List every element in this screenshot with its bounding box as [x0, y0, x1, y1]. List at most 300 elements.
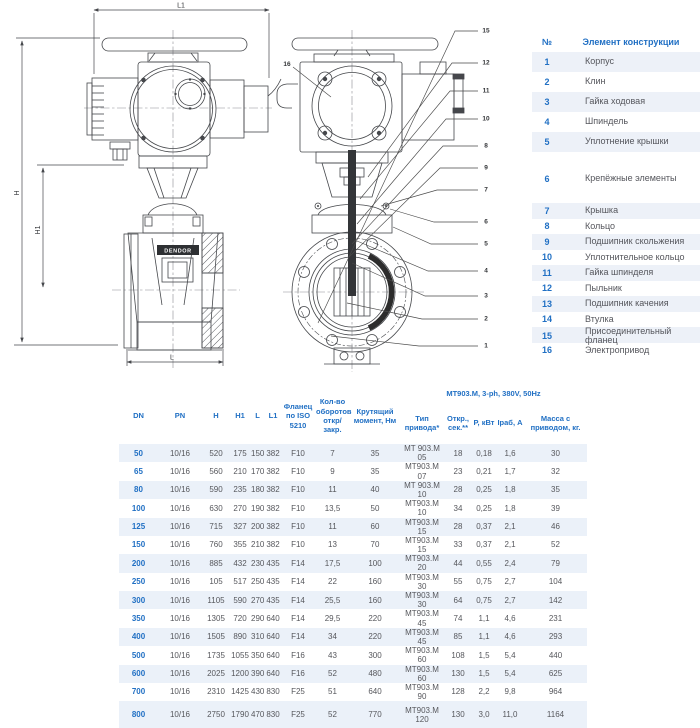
- legend-item-number: 4: [544, 117, 550, 127]
- spec-row-dn-200: [119, 554, 587, 572]
- spec-cell: 300: [368, 650, 382, 660]
- drive-group-header: MT903.M, 3-ph, 380V, 50Hz: [446, 389, 541, 398]
- spec-cell: F10: [281, 481, 315, 499]
- cable-gland: [110, 142, 130, 149]
- spec-cell: 10/16: [169, 613, 191, 623]
- spec-cell: 130: [444, 701, 472, 728]
- spec-cell: 1164: [524, 701, 587, 728]
- spec-cell: 3,0: [472, 701, 496, 728]
- spec-cell: 715: [202, 518, 230, 536]
- spec-cell: F10: [291, 540, 305, 550]
- col-header-l1: L1: [268, 411, 278, 421]
- spec-row-dn-150: [119, 536, 587, 554]
- spec-cell: 55: [453, 577, 463, 587]
- col-header-pn: PN: [174, 411, 186, 421]
- spec-row-dn-100: [119, 499, 587, 517]
- spec-cell: 1,1: [472, 628, 496, 646]
- spec-cell: F14: [291, 613, 305, 623]
- spec-cell: 34: [315, 628, 350, 646]
- spec-cell: 10/16: [158, 554, 202, 572]
- spec-cell: 4,6: [504, 613, 516, 623]
- spec-cell: 51: [328, 687, 337, 697]
- legend-item-number: 14: [541, 314, 552, 325]
- spec-cell: 640: [265, 665, 281, 683]
- legend-item-label: Корпус: [585, 56, 615, 67]
- spec-cell: 830: [265, 701, 281, 728]
- spec-cell: 250: [251, 577, 265, 587]
- legend-row-1: [532, 52, 700, 72]
- spec-cell: 640: [368, 687, 382, 697]
- spec-cell: 29,5: [324, 613, 341, 623]
- spec-cell: F25: [291, 687, 305, 697]
- handwheel-side: [292, 38, 438, 50]
- spec-cell: 382: [265, 444, 281, 462]
- spec-cell: 65: [134, 466, 143, 476]
- spec-cell: 104: [548, 577, 563, 587]
- spec-cell: 1200: [230, 665, 250, 683]
- callout-15: 15: [482, 27, 490, 35]
- spec-cell: 382: [265, 481, 281, 499]
- legend-item-label: Пыльник: [585, 282, 622, 293]
- spec-cell: 720: [233, 613, 247, 623]
- callout-1: 1: [484, 342, 488, 350]
- spec-cell: 382: [266, 503, 280, 513]
- legend-row-4: [532, 112, 700, 132]
- indicator-window: [175, 79, 205, 109]
- section-view: [277, 38, 464, 364]
- spec-cell: 0,21: [476, 466, 492, 476]
- centerlines: [84, 30, 424, 372]
- actuator-box: [300, 62, 402, 152]
- spec-cell: 39: [551, 503, 560, 513]
- dim-label-h: H: [14, 190, 21, 196]
- spec-cell: 1,5: [472, 665, 496, 683]
- spec-cell: 18: [444, 444, 472, 462]
- spec-cell: 2750: [202, 701, 230, 728]
- spec-cell: 1735: [207, 650, 225, 660]
- spec-cell: 390: [250, 665, 265, 683]
- spec-cell: 760: [209, 540, 223, 550]
- spec-cell: 70: [370, 540, 380, 550]
- spec-cell: 10/16: [169, 577, 191, 587]
- legend-item-number: 11: [542, 267, 552, 278]
- spec-cell: 10/16: [158, 665, 202, 683]
- spec-row-dn-125: [119, 518, 587, 536]
- spec-cell: 28: [444, 518, 472, 536]
- legend-row-6: [532, 169, 700, 189]
- spec-cell: 220: [368, 613, 382, 623]
- spec-cell: 270: [233, 503, 247, 513]
- spec-cell: MT903.M 120: [400, 701, 444, 728]
- spec-cell: 432: [230, 554, 250, 572]
- spec-cell: 170: [251, 466, 265, 476]
- spec-cell: 44: [444, 554, 472, 572]
- spec-cell: 2,2: [478, 687, 490, 697]
- legend-item-number: 10: [541, 252, 552, 263]
- spec-cell: 64: [444, 591, 472, 609]
- legend-item-label: Кольцо: [585, 220, 616, 231]
- callout-10: 10: [482, 115, 490, 123]
- spec-table: [119, 388, 587, 728]
- spec-cell: F16: [281, 665, 315, 683]
- spec-cell: 10/16: [169, 466, 191, 476]
- spec-cell: 11,0: [496, 701, 524, 728]
- legend-item-label: Уплотнительное кольцо: [585, 251, 685, 262]
- col-header-mass: Масса с приводом, кг.: [530, 413, 581, 432]
- spec-cell: 10/16: [169, 687, 191, 697]
- spec-cell: 2025: [202, 665, 230, 683]
- spec-cell: F10: [281, 518, 315, 536]
- spec-cell: 125: [119, 518, 158, 536]
- spec-cell: 250: [131, 577, 146, 587]
- callout-7: 7: [484, 186, 488, 194]
- spec-cell: 640: [266, 613, 280, 623]
- spec-cell: 0,75: [476, 577, 492, 587]
- spec-cell: 9: [330, 466, 335, 476]
- legend-item-label: Гайка ходовая: [585, 96, 646, 107]
- legend-item-label: Гайка шпинделя: [585, 267, 654, 278]
- legend-row-12: [532, 281, 700, 297]
- legend-item-number: 15: [541, 331, 552, 342]
- spec-cell: 50: [370, 503, 380, 513]
- legend-row-10: [532, 250, 700, 266]
- legend-row-7: [532, 203, 700, 219]
- spec-cell: 590: [230, 591, 250, 609]
- callout-12: 12: [482, 59, 490, 67]
- legend-item-label: Крышка: [585, 205, 619, 216]
- col-header-open-time: Откр., сек.**: [446, 413, 469, 432]
- spec-cell: 500: [131, 650, 146, 660]
- spec-cell: 46: [524, 518, 587, 536]
- spec-cell: 1,8: [504, 503, 516, 513]
- spec-cell: 0,75: [472, 591, 496, 609]
- spec-cell: 10/16: [158, 628, 202, 646]
- callout-2: 2: [484, 315, 488, 323]
- col-header-h: H: [213, 411, 219, 421]
- spec-cell: 33: [453, 540, 463, 550]
- spec-cell: 1,7: [504, 466, 516, 476]
- spec-cell: 1305: [207, 613, 225, 623]
- legend-item-number: 2: [544, 77, 550, 87]
- parts-legend: [532, 32, 700, 358]
- spec-cell: 1,8: [496, 481, 524, 499]
- col-header-power: P, кВт: [473, 418, 495, 428]
- spec-cell: 1425: [231, 687, 249, 697]
- spec-cell: 10/16: [169, 650, 191, 660]
- spec-cell: 400: [119, 628, 158, 646]
- spec-row-dn-50: [119, 444, 587, 462]
- spec-cell: 160: [350, 591, 400, 609]
- spec-cell: 108: [451, 650, 465, 660]
- spec-cell: F10: [281, 444, 315, 462]
- spec-cell: 290: [251, 613, 265, 623]
- spec-cell: 175: [230, 444, 250, 462]
- spec-cell: 625: [524, 665, 587, 683]
- spec-row-dn-65: [119, 462, 587, 480]
- spec-cell: 10/16: [158, 591, 202, 609]
- spec-row-dn-800: [119, 701, 587, 728]
- spec-cell: 60: [350, 518, 400, 536]
- spec-cell: 50: [119, 444, 158, 462]
- spec-row-dn-250: [119, 573, 587, 591]
- spec-cell: 270: [250, 591, 265, 609]
- legend-item-label: Клин: [585, 76, 606, 87]
- spec-cell: 235: [230, 481, 250, 499]
- spec-cell: 350: [251, 650, 265, 660]
- spec-row-dn-700: [119, 683, 587, 701]
- dim-label-l: L: [170, 354, 174, 362]
- spec-row-dn-300: [119, 591, 587, 609]
- legend-item-label: Электропривод: [585, 344, 650, 355]
- spec-cell: 350: [131, 613, 146, 623]
- spec-cell: 1,1: [478, 613, 490, 623]
- spec-cell: 231: [548, 613, 563, 623]
- legend-row-11: [532, 265, 700, 281]
- dim-label-h1: H1: [35, 225, 42, 235]
- spec-cell: 0,37: [472, 518, 496, 536]
- spec-cell: 34: [453, 503, 463, 513]
- spec-cell: 964: [548, 687, 563, 697]
- spec-cell: 17,5: [315, 554, 350, 572]
- spec-cell: MT903.M 10: [405, 499, 439, 518]
- spec-cell: 1,5: [478, 650, 490, 660]
- spec-cell: 80: [119, 481, 158, 499]
- spec-cell: MT 903.M 10: [400, 481, 444, 499]
- spec-cell: F14: [291, 577, 305, 587]
- col-header-flange: Фланец по ISO 5210: [283, 401, 313, 430]
- legend-body: [532, 52, 700, 358]
- spec-cell: 0,18: [472, 444, 496, 462]
- spec-cell: 74: [453, 613, 463, 623]
- spec-cell: F25: [281, 701, 315, 728]
- spec-cell: 560: [209, 466, 223, 476]
- spec-table-panel: [119, 388, 587, 728]
- spec-cell: 600: [119, 665, 158, 683]
- spec-cell: 130: [444, 665, 472, 683]
- spec-cell: 32: [551, 466, 560, 476]
- spec-cell: 640: [265, 628, 281, 646]
- spec-cell: 2,1: [496, 518, 524, 536]
- spec-cell: 10/16: [158, 518, 202, 536]
- legend-item-number: 9: [544, 236, 550, 247]
- spec-cell: 640: [266, 650, 280, 660]
- spec-cell: 10/16: [169, 540, 191, 550]
- spec-cell: 630: [209, 503, 223, 513]
- spec-cell: 480: [350, 665, 400, 683]
- spec-cell: MT903.M 90: [405, 682, 439, 702]
- spec-row-dn-400: [119, 628, 587, 646]
- spec-cell: 160: [368, 577, 382, 587]
- technical-drawing: [0, 0, 530, 378]
- spec-cell: 13: [328, 540, 337, 550]
- spindle: [348, 150, 356, 296]
- spec-cell: 0,37: [476, 540, 492, 550]
- spec-cell: 590: [202, 481, 230, 499]
- legend-row-8: [532, 219, 700, 235]
- legend-item-label: Подшипник качения: [585, 298, 669, 309]
- legend-header-num: №: [541, 37, 553, 47]
- spec-cell: 5,4: [496, 665, 524, 683]
- col-header-turns: Кол-во оборотов откр/ закр.: [316, 397, 352, 435]
- legend-row-5: [532, 132, 700, 152]
- spec-cell: 13,5: [324, 503, 341, 513]
- spec-cell: 220: [350, 628, 400, 646]
- spec-cell: 23: [453, 466, 463, 476]
- spec-header-row-1: [119, 388, 587, 402]
- legend-row-15: [532, 326, 700, 346]
- callout-leaders: [293, 31, 478, 346]
- spec-cell: MT903.M 30: [400, 591, 444, 609]
- spec-cell: 300: [119, 591, 158, 609]
- spec-cell: 105: [209, 577, 223, 587]
- legend-item-label: Присоединительный фланец: [585, 326, 672, 346]
- spec-cell: 382: [265, 518, 281, 536]
- spec-cell: 2,7: [496, 591, 524, 609]
- brand-label: DENDOR: [164, 248, 192, 255]
- actuator-body: [138, 62, 210, 156]
- spec-cell: 382: [266, 466, 280, 476]
- spec-cell: 52: [315, 665, 350, 683]
- spec-cell: MT903.M 15: [405, 535, 439, 555]
- legend-row-14: [532, 312, 700, 328]
- spec-cell: MT903.M 60: [405, 646, 439, 665]
- spec-cell: 52: [315, 701, 350, 728]
- legend-row-13: [532, 296, 700, 312]
- spec-cell: 190: [251, 503, 265, 513]
- spec-cell: 180: [250, 481, 265, 499]
- spec-cell: 100: [350, 554, 400, 572]
- legend-item-number: 6: [544, 174, 550, 184]
- spec-cell: MT903.M 20: [400, 554, 444, 572]
- spec-cell: 22: [328, 577, 337, 587]
- spec-cell: 150: [131, 540, 146, 550]
- spec-cell: 0,25: [472, 481, 496, 499]
- spec-cell: 435: [265, 554, 281, 572]
- spec-cell: 40: [350, 481, 400, 499]
- spec-cell: 800: [119, 701, 158, 728]
- spec-cell: F14: [281, 554, 315, 572]
- motor-housing: [210, 80, 244, 138]
- spec-cell: 10/16: [158, 444, 202, 462]
- callout-9: 9: [484, 164, 488, 172]
- spec-cell: 355: [233, 540, 247, 550]
- dimension-labels: [14, 3, 185, 362]
- legend-item-number: 3: [544, 97, 550, 107]
- legend-item-label: Уплотнение крышки: [585, 136, 669, 147]
- spec-cell: 150: [250, 444, 265, 462]
- callout-16: 16: [283, 61, 291, 68]
- spec-cell: 2,4: [496, 554, 524, 572]
- legend-item-label: Крепёжные элементы: [585, 173, 677, 184]
- spec-cell: 440: [548, 650, 563, 660]
- spec-cell: F10: [291, 466, 305, 476]
- spec-cell: 435: [266, 577, 280, 587]
- col-header-h1: H1: [235, 411, 245, 421]
- spec-cell: 128: [451, 687, 465, 697]
- spec-cell: 100: [131, 503, 146, 513]
- spec-cell: 1505: [202, 628, 230, 646]
- spec-cell: 11: [315, 481, 350, 499]
- spec-cell: 10/16: [169, 503, 191, 513]
- legend-item-number: 16: [541, 345, 552, 356]
- callout-4: 4: [484, 267, 488, 275]
- spec-cell: 85: [444, 628, 472, 646]
- legend-item-label: Шпиндель: [585, 116, 629, 127]
- callout-11: 11: [482, 87, 490, 95]
- spec-cell: MT903.M 45: [400, 628, 444, 646]
- legend-item-number: 5: [544, 137, 550, 147]
- callout-6: 6: [484, 218, 488, 226]
- spec-row-dn-500: [119, 646, 587, 664]
- lifting-bracket: [277, 84, 298, 108]
- spec-cell: 1790: [230, 701, 250, 728]
- spec-cell: 35: [524, 481, 587, 499]
- spec-cell: 517: [233, 577, 247, 587]
- spec-cell: 1055: [231, 650, 249, 660]
- spec-cell: 0,25: [476, 503, 492, 513]
- spec-cell: 430: [251, 687, 265, 697]
- spec-cell: 770: [350, 701, 400, 728]
- spec-cell: MT903.M 07: [405, 462, 439, 481]
- spec-cell: 200: [250, 518, 265, 536]
- spec-cell: 10/16: [158, 481, 202, 499]
- spec-cell: 230: [250, 554, 265, 572]
- callout-5: 5: [484, 240, 488, 248]
- spec-cell: 35: [350, 444, 400, 462]
- spec-row-dn-600: [119, 665, 587, 683]
- spec-cell: 1,6: [496, 444, 524, 462]
- legend-item-number: 13: [541, 298, 552, 309]
- spec-cell: 2,1: [504, 540, 516, 550]
- spec-cell: 2310: [207, 687, 225, 697]
- spec-cell: 9,8: [504, 687, 516, 697]
- spec-cell: 4,6: [496, 628, 524, 646]
- col-header-dn: DN: [133, 411, 144, 421]
- spec-cell: 520: [202, 444, 230, 462]
- spec-cell: 382: [266, 540, 280, 550]
- legend-row-3: [532, 92, 700, 112]
- dimension-lines: [14, 10, 269, 366]
- spec-cell: 28: [444, 481, 472, 499]
- spec-cell: 885: [202, 554, 230, 572]
- legend-row-2: [532, 72, 700, 92]
- spec-cell: F16: [291, 650, 305, 660]
- spec-cell: 2,7: [504, 577, 516, 587]
- spec-cell: 210: [251, 540, 265, 550]
- spec-cell: F10: [291, 503, 305, 513]
- spec-row-dn-350: [119, 609, 587, 627]
- spec-table-body: [119, 444, 587, 728]
- legend-item-label: Подшипник скольжения: [585, 236, 685, 247]
- legend-item-number: 8: [544, 221, 550, 232]
- spec-cell: 210: [233, 466, 247, 476]
- spec-cell: 79: [524, 554, 587, 572]
- spec-cell: 11: [315, 518, 350, 536]
- spec-cell: 830: [266, 687, 280, 697]
- terminal-box: [92, 78, 138, 140]
- col-header-current: Iраб, A: [497, 418, 523, 428]
- spec-row-dn-80: [119, 481, 587, 499]
- spec-cell: 10/16: [158, 701, 202, 728]
- spec-cell: 25,5: [315, 591, 350, 609]
- legend-header-name: Элемент конструкции: [582, 37, 680, 47]
- spec-cell: 700: [131, 687, 146, 697]
- spec-cell: 293: [524, 628, 587, 646]
- legend-header: [532, 32, 700, 52]
- spec-cell: 43: [328, 650, 337, 660]
- spec-cell: F14: [281, 591, 315, 609]
- legend-item-number: 7: [544, 205, 550, 216]
